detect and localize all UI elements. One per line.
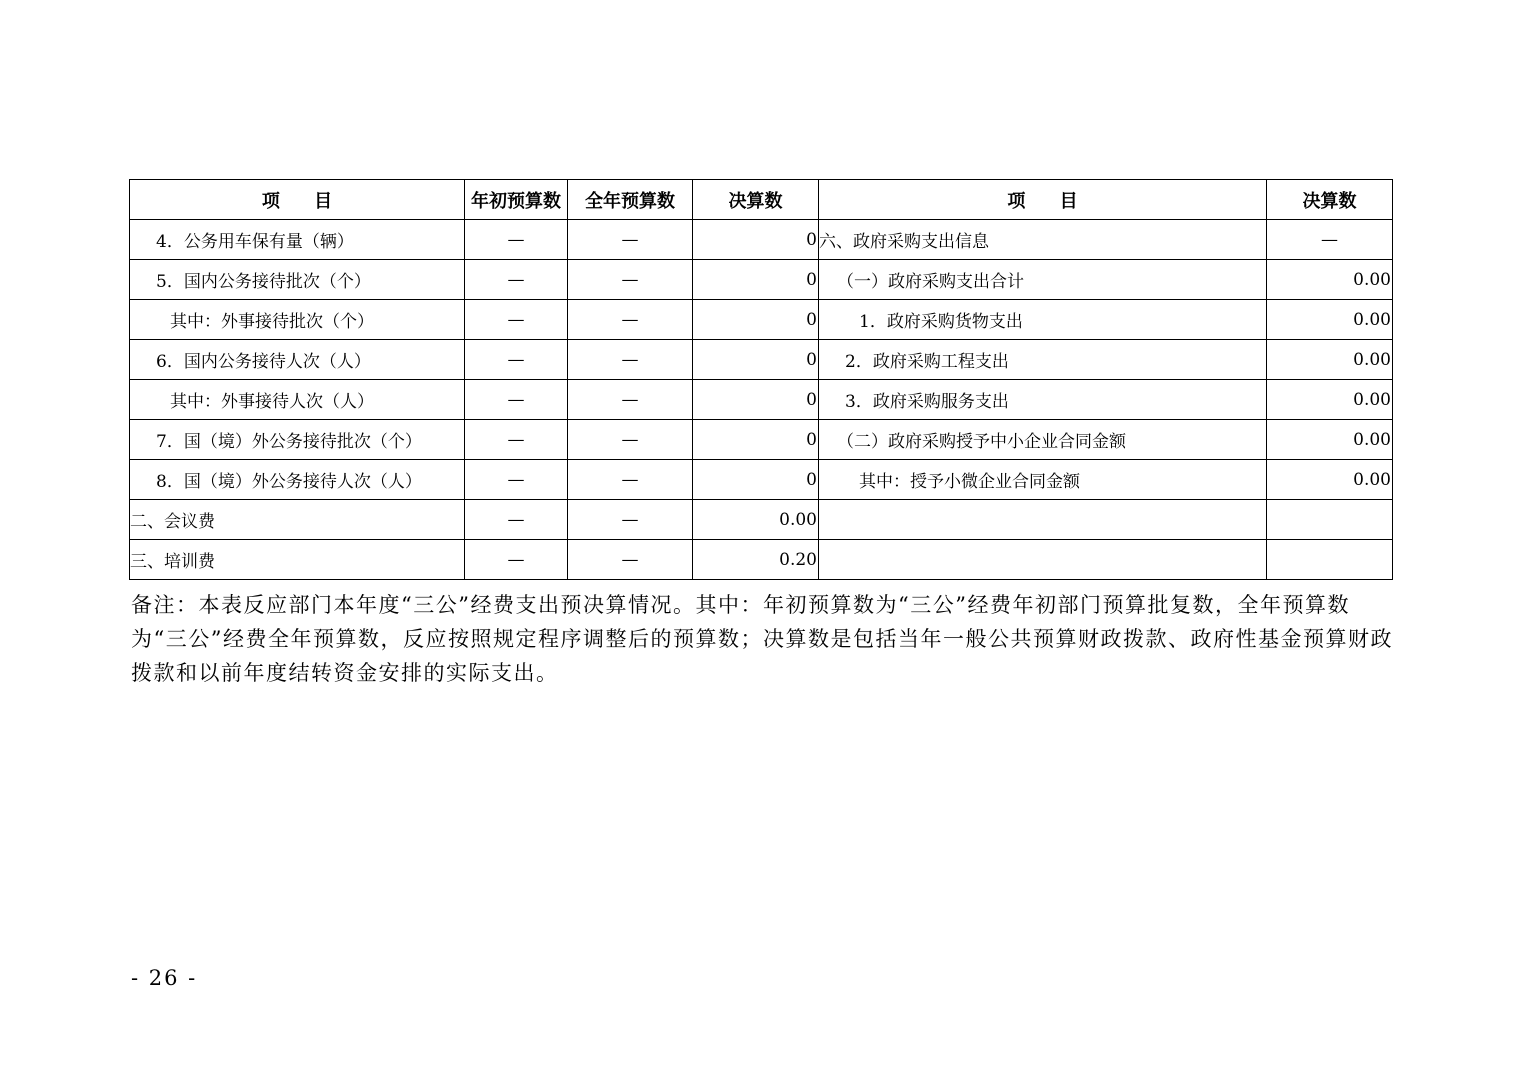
- cell-initial-budget: —: [465, 220, 568, 260]
- cell-initial-budget: —: [465, 500, 568, 540]
- cell-final-left: 0: [693, 460, 819, 500]
- cell-final-left: 0.20: [693, 540, 819, 580]
- table-row: [130, 260, 1393, 300]
- table-row: [130, 300, 1393, 340]
- header-item-left: 项 目: [130, 180, 465, 220]
- table-row: [130, 420, 1393, 460]
- cell-initial-budget: —: [465, 340, 568, 380]
- row-label-left: 三、培训费: [130, 540, 465, 580]
- header-final-left: 决算数: [693, 180, 819, 220]
- cell-final-right: [1267, 500, 1393, 540]
- cell-final-right: 0.00: [1267, 460, 1393, 500]
- page-number: - 26 -: [131, 966, 198, 990]
- row-label-right: （二）政府采购授予中小企业合同金额: [819, 420, 1267, 460]
- row-label-left: 7．国（境）外公务接待批次（个）: [130, 420, 465, 460]
- row-label-right: 1．政府采购货物支出: [819, 300, 1267, 340]
- table-row: [130, 460, 1393, 500]
- cell-final-right: [1267, 540, 1393, 580]
- cell-annual-budget: —: [568, 380, 693, 420]
- table-row: [130, 500, 1393, 540]
- cell-final-left: 0: [693, 260, 819, 300]
- cell-annual-budget: —: [568, 260, 693, 300]
- cell-final-left: 0: [693, 300, 819, 340]
- row-label-left: 8．国（境）外公务接待人次（人）: [130, 460, 465, 500]
- cell-initial-budget: —: [465, 540, 568, 580]
- cell-final-right: —: [1267, 220, 1393, 260]
- cell-annual-budget: —: [568, 220, 693, 260]
- row-label-right: 六、政府采购支出信息: [819, 220, 1267, 260]
- header-initial-budget: 年初预算数: [465, 180, 568, 220]
- cell-annual-budget: —: [568, 300, 693, 340]
- row-label-left: 其中：外事接待人次（人）: [130, 380, 465, 420]
- table-footnote: 备注：本表反应部门本年度“三公”经费支出预决算情况。其中：年初预算数为“三公”经费年初部门预算批复数，全年预算数为“三公”经费全年预算数，反应按照规定程序调整后的预算数；决算数是包括当年一般公共预算财政拨款、政府性基金预算财政拨款和以前年度结转资金安排的实际支出。: [131, 593, 1393, 685]
- three-public-expenses-table: [129, 179, 1393, 580]
- cell-final-right: 0.00: [1267, 300, 1393, 340]
- table-row: [130, 220, 1393, 260]
- cell-annual-budget: —: [568, 460, 693, 500]
- row-label-right: 其中：授予小微企业合同金额: [819, 460, 1267, 500]
- table-row: [130, 380, 1393, 420]
- cell-final-right: 0.00: [1267, 380, 1393, 420]
- cell-final-left: 0: [693, 340, 819, 380]
- row-label-right: （一）政府采购支出合计: [819, 260, 1267, 300]
- cell-final-right: 0.00: [1267, 340, 1393, 380]
- table-row: [130, 340, 1393, 380]
- cell-initial-budget: —: [465, 420, 568, 460]
- cell-initial-budget: —: [465, 260, 568, 300]
- cell-initial-budget: —: [465, 460, 568, 500]
- cell-annual-budget: —: [568, 500, 693, 540]
- cell-final-left: 0: [693, 380, 819, 420]
- cell-annual-budget: —: [568, 340, 693, 380]
- header-annual-budget: 全年预算数: [568, 180, 693, 220]
- cell-annual-budget: —: [568, 540, 693, 580]
- row-label-left: 其中：外事接待批次（个）: [130, 300, 465, 340]
- cell-final-left: 0.00: [693, 500, 819, 540]
- header-final-right: 决算数: [1267, 180, 1393, 220]
- cell-initial-budget: —: [465, 380, 568, 420]
- row-label-left: 二、会议费: [130, 500, 465, 540]
- table-row: [130, 540, 1393, 580]
- row-label-right: [819, 540, 1267, 580]
- cell-final-left: 0: [693, 220, 819, 260]
- header-item-right: 项 目: [819, 180, 1267, 220]
- row-label-left: 5．国内公务接待批次（个）: [130, 260, 465, 300]
- cell-final-right: 0.00: [1267, 420, 1393, 460]
- row-label-left: 4．公务用车保有量（辆）: [130, 220, 465, 260]
- row-label-left: 6．国内公务接待人次（人）: [130, 340, 465, 380]
- table-header-row: [130, 180, 1393, 220]
- cell-final-left: 0: [693, 420, 819, 460]
- cell-annual-budget: —: [568, 420, 693, 460]
- cell-initial-budget: —: [465, 300, 568, 340]
- cell-final-right: 0.00: [1267, 260, 1393, 300]
- row-label-right: [819, 500, 1267, 540]
- row-label-right: 3．政府采购服务支出: [819, 380, 1267, 420]
- row-label-right: 2．政府采购工程支出: [819, 340, 1267, 380]
